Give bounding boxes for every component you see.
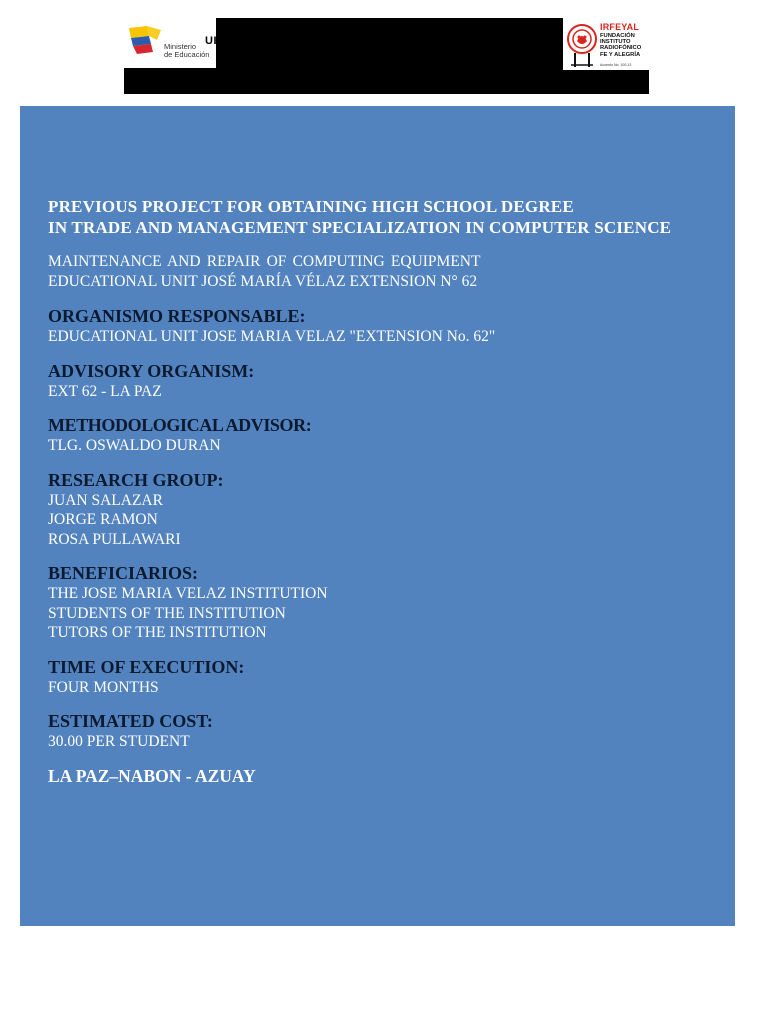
irfeyal-title: IRFEYAL	[600, 22, 640, 32]
ministerio-line2: de Educación	[164, 50, 210, 59]
header-banner	[124, 18, 649, 94]
section-beneficiarios	[48, 562, 738, 643]
section-value: STUDENTS OF THE INSTITUTION	[48, 604, 286, 622]
section-methodological-advisor	[48, 414, 738, 456]
irfeyal-line: FUNDACIÓN	[600, 33, 635, 39]
irfeyal-line: FE Y ALEGRÍA	[600, 51, 641, 58]
ministerio-text	[164, 43, 209, 59]
ministerio-educacion-logo	[124, 18, 216, 68]
section-research-group	[48, 469, 738, 550]
irfeyal-line: RADIOFÓNICO	[600, 45, 642, 52]
section-organismo-responsable	[48, 305, 738, 347]
section-value: EXT 62 - LA PAZ	[48, 382, 162, 400]
section-value: 30.00 PER STUDENT	[48, 733, 190, 750]
section-heading: METHODOLOGICAL ADVISOR:	[48, 415, 312, 435]
project-subtitle-line: MAINTENANCE AND REPAIR OF COMPUTING EQUIPMENT	[48, 253, 481, 270]
section-value: JORGE RAMON	[48, 511, 158, 528]
section-value: EDUCATIONAL UNIT JOSE MARIA VELAZ "EXTENSION No. 62"	[48, 328, 496, 345]
document-title-line: PREVIOUS PROJECT FOR OBTAINING HIGH SCHOOL DEGREE	[48, 197, 574, 216]
section-heading: TIME OF EXECUTION:	[48, 656, 245, 677]
section-time-of-execution	[48, 656, 738, 698]
section-heading: RESEARCH GROUP:	[48, 469, 224, 490]
section-estimated-cost	[48, 710, 738, 752]
section-value: TUTORS OF THE INSTITUTION	[48, 624, 267, 641]
irfeyal-emblem-icon	[565, 19, 599, 69]
ecuador-flag-icon	[127, 24, 163, 58]
project-subtitle	[48, 252, 738, 292]
section-value: TLG. OSWALDO DURAN	[48, 437, 221, 454]
ministerio-line1: Ministerio	[164, 42, 197, 51]
section-value: JUAN SALAZAR	[48, 491, 163, 509]
cover-content	[48, 196, 738, 787]
irfeyal-subtitle	[600, 33, 641, 58]
cut-header-text: UI	[205, 35, 217, 47]
section-heading: ADVISORY ORGANISM:	[48, 360, 255, 381]
irfeyal-line: INSTITUTO	[600, 39, 631, 46]
section-heading: BENEFICIARIOS:	[48, 563, 199, 583]
irfeyal-logo	[563, 18, 649, 70]
document-title-line: IN TRADE AND MANAGEMENT SPECIALIZATION IN COMPUTER SCIENCE	[48, 218, 672, 237]
section-heading: ORGANISMO RESPONSABLE:	[48, 306, 306, 326]
irfeyal-small-text: Acuerdo No. 100-13	[600, 63, 632, 67]
section-advisory-organism	[48, 360, 738, 402]
section-value: FOUR MONTHS	[48, 678, 159, 696]
section-value: ROSA PULLAWARI	[48, 530, 181, 548]
section-value: THE JOSE MARIA VELAZ INSTITUTION	[48, 585, 328, 602]
section-heading: ESTIMATED COST:	[48, 711, 213, 731]
location-footer: LA PAZ–NABON - AZUAY	[48, 765, 256, 786]
project-subtitle-line: EDUCATIONAL UNIT JOSÉ MARÍA VÉLAZ EXTENSION N° 62	[48, 273, 478, 290]
